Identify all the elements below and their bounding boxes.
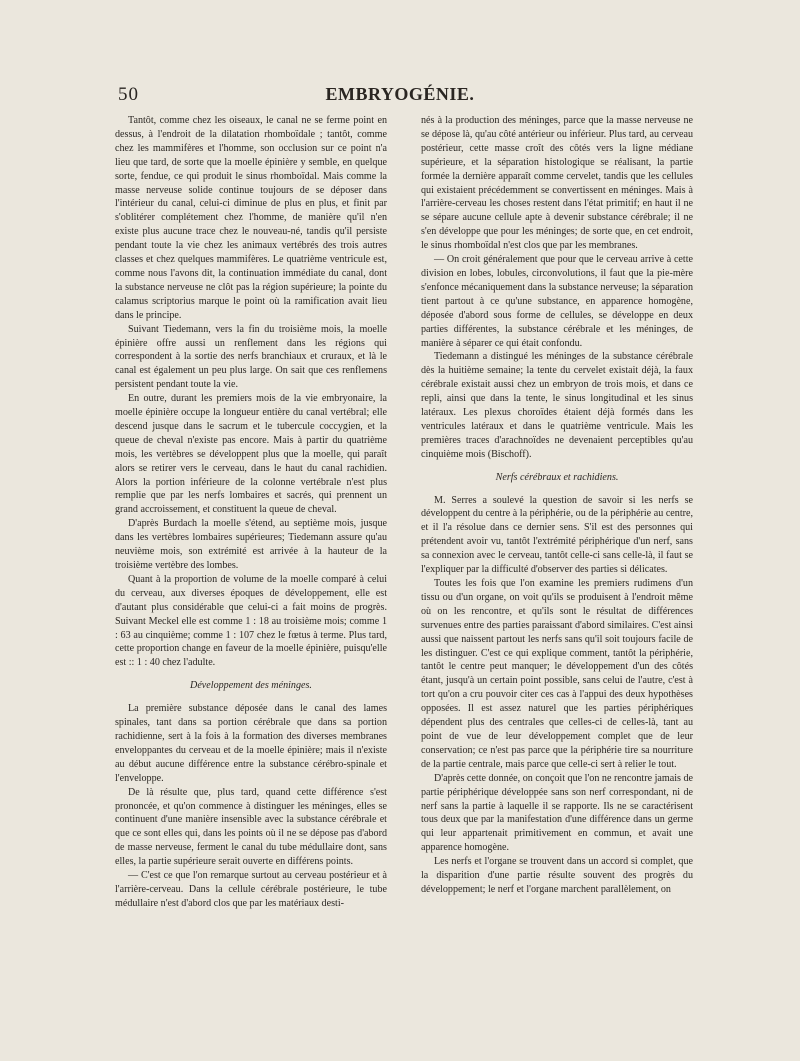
page-header — [118, 84, 682, 106]
paragraph: Tiedemann a distingué les méninges de la substance cérébrale dès la huitième semaine; la tente du cervelet existait déjà, la faux cérébrale existait aussi chez un embryon de trois mois, et dans ce repli, ainsi que dans la tente, le sinus longitudinal et les sinus latéraux. Les plexus choroïdes étaient déjà formés dans les ventricules latéraux et dans le quatrième ventricule. Mais les premières traces d'arachnoïdes ne devenaient perceptibles qu'au cinquième mois (Bischoff). — [421, 351, 693, 460]
paragraph: Suivant Tiedemann, vers la fin du troisième mois, la moelle épinière offre aussi un renflement dans les régions qui correspondent à la sortie des nerfs branchiaux et cruraux, et là le canal est également un peu plus large. On sait que ces renflemens persistent pendant toute la vie. — [115, 323, 387, 391]
paragraph: D'après Burdach la moelle s'étend, au septième mois, jusque dans les vertèbres lombaires supérieures; Tiedemann assure qu'au neuvième mois, son extrémité est arrivée à la hauteur de la troisième vertèbre des lombes. — [115, 518, 387, 571]
paragraph: — On croit généralement que pour que le cerveau arrive à cette division en lobes, lobules, circonvolutions, il faut que la pie-mère s'enfonce mécaniquement dans la substance nerveuse; la séparation tient partout à ce qu'une substance, en apparence homogène, déposée d'abord sous forme de cellules, se développe en deux parties différentes, la substance cérébrale et les méninges, de manière à séparer ce qui était confondu. — [421, 254, 693, 349]
right-column — [421, 114, 693, 1044]
paragraph: Toutes les fois que l'on examine les premiers rudimens d'un tissu ou d'un organe, on voit qu'ils se produisent à l'endroit même où on les rencontre, et qu'ils sont le résultat de différences survenues entre des parties paraissant d'abord similaires. C'est ainsi aussi que naissent partout les nerfs sans qu'il soit toujours facile de les distinguer. C'est ce qui explique comment, tantôt la périphérie, tantôt le centre peut manquer; le développement d'un des côtés étant, jusqu'à un certain point possible, sans celui de l'autre, c'est à tort qu'on a cru pouvoir citer ces cas à l'appui des deux hypothèses opposées. Il est assez naturel que les parties périphériques dépendent plus des centrales que celles-ci de celles-là, tant au point de vue de leur développement complet que de leur conservation; ce n'est pas parce que la périphérie tire sa nourriture de la partie centrale, mais parce que celle-ci sert à relier le tout. — [421, 578, 693, 770]
paragraph: Les nerfs et l'organe se trouvent dans un accord si complet, que la disparition d'une partie résulte souvent des progrès du développement; le nerf et l'organe marchent parallèlement, on — [421, 856, 693, 895]
left-column — [115, 114, 387, 1044]
paragraph: De là résulte que, plus tard, quand cette différence s'est prononcée, et qu'on commence à distinguer les méninges, elles se continuent d'une manière insensible avec la substance cérébrale et que ce sont elles qui, dans les points où il ne se dépose pas d'abord de masse nerveuse, ferment le canal du tube médullaire dont, sans elles, la partie supérieure serait ouverte en différens points. — [115, 786, 387, 868]
section-heading: Développement des méninges. — [190, 680, 312, 692]
paragraph: Quant à la proportion de volume de la moelle comparé à celui du cerveau, aux diverses époques de développement, elle est d'autant plus considérable que celui-ci a fait moins de progrès. Suivant Meckel elle est comme 1 : 18 au troisième mois; comme 1 : 63 au cinquième; comme 1 : 107 chez le fœtus à terme. Plus tard, cette proportion change en faveur de la moelle épinière, puisqu'elle est :: 1 : 40 chez l'adulte. — [115, 573, 387, 669]
paragraph: La première substance déposée dans le canal des lames spinales, tant dans sa portion cérébrale que dans sa portion rachidienne, sert à la fois à la formation des diverses membranes enveloppantes du cerveau et de la moelle épinière; mais il n'existe au début aucune différence entre la substance cérébro-spinale et l'enveloppe. — [115, 703, 387, 784]
paragraph: D'après cette donnée, on conçoit que l'on ne rencontre jamais de partie périphérique développée sans son nerf correspondant, ni de nerf sans la partie à laquelle il se rapporte. Ils ne se caractérisent tous deux que par la manifestation d'une différence dans un germe qui leur appartenait primitivement en commun, et avait une apparence homogène. — [421, 772, 693, 854]
page-number: 50 — [118, 84, 139, 105]
paragraph: — C'est ce que l'on remarque surtout au cerveau postérieur et à l'arrière-cerveau. Dans la cellule cérébrale postérieure, le tube médullaire n'est d'abord clos que par les matériaux desti- — [115, 870, 387, 909]
section-heading: Nerfs cérébraux et rachidiens. — [495, 471, 619, 483]
paragraph: Tantôt, comme chez les oiseaux, le canal ne se ferme point en dessus, à l'endroit de la dilatation rhomboïdale ; tantôt, comme chez les mammifères et l'homme, son occlusion sur ce point n'a lieu que tard, de sorte que la moelle épinière y semble, en quelque sorte, fendue, ce qui produit le sinus rhomboïdal. Mais comme la masse nerveuse solide continue toujours de se déposer dans l'intérieur du canal, celui-ci diminue de plus en plus, et finit par s'oblitérer complétement chez l'homme, de manière qu'il n'en existe plus aucune trace chez le nouveau-né, tandis qu'il persiste pendant toute la vie chez les animaux vertébrés des trois autres classes et chez quelques mammifères. Le quatrième ventricule est, comme nous l'avons dit, la continuation immédiate du canal, dont la substance nerveuse ne clôt pas la région supérieure; la pointe du calamus scriptorius marque le point où la ramification avait lieu dans le principe. — [115, 115, 387, 321]
paragraph: En outre, durant les premiers mois de la vie embryonaire, la moelle épinière occupe la longueur entière du canal vertébral; elle descend jusque dans le sacrum et le tubercule coccygien, et la queue de cheval n'existe pas encore. Mais à partir du quatrième mois, les vertèbres se développent plus que la moelle, qui paraît alors se retirer vers le cerveau, dans le haut du canal rachidien. Alors la portion inférieure de la colonne vertébrale n'est plus remplie que par les nerfs lombaires et sacrés, qui prennent un grand accroissement, et constituent la queue de cheval. — [115, 393, 387, 516]
paragraph: M. Serres a soulevé la question de savoir si les nerfs se développent du centre à la périphérie, ou de la périphérie au centre, et il l'a résolue dans ce dernier sens. S'il est des personnes qui prétendent avoir vu, tantôt l'extrémité périphérique d'un nerf, sans sa connexion avec le cerveau, tantôt celle-ci sans celle-là, il faut se l'expliquer par la difficulté d'observer des parties si délicates. — [421, 494, 693, 576]
running-title: EMBRYOGÉNIE. — [325, 84, 475, 104]
paragraph: nés à la production des méninges, parce que la masse nerveuse ne se dépose là, qu'au côté antérieur ou inférieur. Plus tard, au cerveau postérieur, cette masse croît des côtés vers la ligne médiane supérieure, et la séparation histologique se réalisant, la partie formée la dernière apparaît comme cervelet, tandis que les cellules qui existaient précédemment se convertissent en méninges. Mais à l'arrière-cerveau les choses restent dans l'état primitif; en haut il ne se sépare aucune cellule apte à devenir substance cérébrale; il ne s'en développe que pour les méninges; de sorte que, en cet endroit, le sinus rhomboïdal n'est clos que par les membranes. — [421, 115, 693, 252]
